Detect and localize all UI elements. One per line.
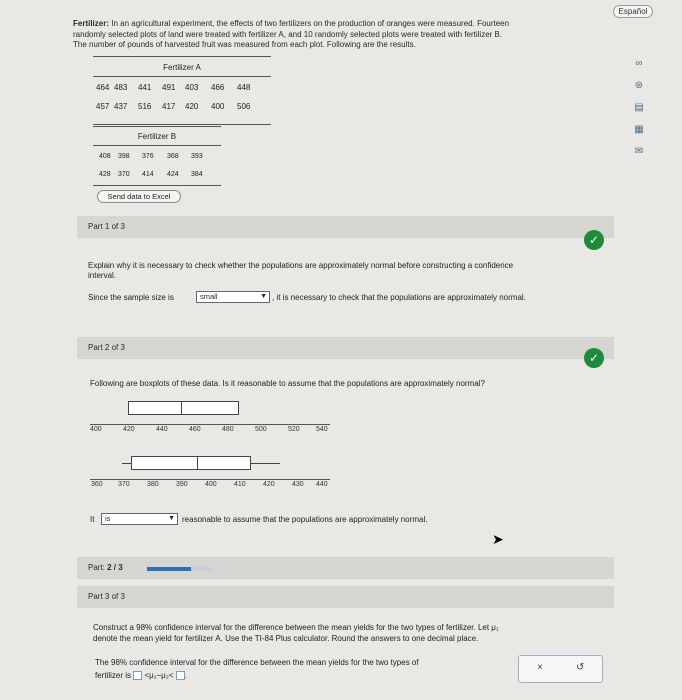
table-cell: 417 (162, 102, 176, 111)
part-2-header (77, 337, 614, 359)
tick-label: 420 (123, 426, 135, 433)
table-cell: 398 (118, 153, 130, 160)
table-fertilizer-b (93, 124, 221, 188)
table-cell: 400 (211, 102, 225, 111)
normality-value: is (105, 514, 111, 523)
part-3-question-line-1: Construct a 98% confidence interval for the difference between the mean yields for the two types of fertilizer. Let μ₁ (93, 623, 499, 632)
part-3-question-line-2: denote the mean yield for fertilizer A. Use the TI-84 Plus calculator. Round the answers to one decimal place. (93, 634, 479, 643)
table-cell: 428 (99, 171, 111, 178)
tick-label: 500 (255, 426, 267, 433)
dropdown-arrow-icon: ▼ (168, 515, 175, 522)
boxplot-a-box (128, 401, 239, 415)
part-1-label: Part 1 of 3 (88, 222, 125, 231)
part-3-answer-line-1: The 98% confidence interval for the difference between the mean yields for the two types of (95, 658, 419, 667)
tick-label: 440 (156, 426, 168, 433)
tick-label: 420 (263, 481, 275, 488)
tick-label: 360 (91, 481, 103, 488)
part-3-header (77, 586, 614, 608)
tick-label: 460 (189, 426, 201, 433)
tick-label: 440 (316, 481, 328, 488)
table-cell: 408 (99, 153, 111, 160)
side-toolbar (632, 58, 652, 168)
table-cell: 420 (185, 102, 199, 111)
tick-label: 370 (118, 481, 130, 488)
table-a-header: Fertilizer A (163, 63, 201, 72)
table-b-header: Fertilizer B (137, 132, 177, 141)
language-button[interactable]: Español (613, 5, 653, 18)
part-3-answer-mid: <μ₁−μ₂< (144, 671, 174, 680)
problem-line-1: In an agricultural experiment, the effects of two fertilizers on the production of oranges were measured. Fourteen (109, 19, 510, 28)
table-cell: 457 (96, 102, 110, 111)
table-cell: 376 (142, 153, 154, 160)
tick-label: 390 (176, 481, 188, 488)
part-1-question (88, 261, 613, 281)
table-cell: 506 (237, 102, 251, 111)
part-3-answer (95, 658, 515, 681)
part-1-post: , it is necessary to check that the populations are approximately normal. (272, 293, 526, 302)
problem-statement (73, 19, 618, 51)
part-3-question (93, 623, 613, 644)
problem-line-3: The number of pounds of harvested fruit was measured from each plot. Following are the results. (73, 40, 416, 49)
lower-bound-input[interactable] (133, 671, 142, 680)
grade-icon[interactable]: ▤ (634, 102, 644, 113)
part-2-question: Following are boxplots of these data. Is it reasonable to assume that the populations are approximately normal? (90, 379, 485, 388)
part-1-question-line-2: interval. (88, 271, 117, 280)
table-cell: 491 (162, 83, 176, 92)
undo-icon[interactable]: ↺ (576, 662, 585, 673)
table-a-row-1 (93, 83, 261, 92)
answer-tools (518, 655, 603, 683)
part-1-pre: Since the sample size is (88, 293, 174, 302)
mouse-cursor-icon: ➤ (492, 531, 504, 547)
boxplot-b-median (197, 456, 198, 470)
tick-label: 410 (234, 481, 246, 488)
table-cell: 384 (191, 171, 203, 178)
dropdown-arrow-icon: ▼ (260, 293, 267, 300)
part-1-header (77, 216, 614, 238)
table-cell: 368 (167, 153, 179, 160)
table-cell: 393 (191, 153, 203, 160)
table-cell: 466 (211, 83, 225, 92)
check-icon: ✓ (584, 230, 604, 250)
clear-icon[interactable]: × (537, 662, 543, 673)
table-cell: 370 (118, 171, 130, 178)
problem-label: Fertilizer: (73, 19, 110, 28)
calculator-icon[interactable]: ▦ (634, 124, 644, 135)
send-to-excel-button[interactable]: Send data to Excel (97, 190, 181, 203)
progress-label: Part: (88, 563, 108, 572)
part-2-post: reasonable to assume that the populations are approximately normal. (182, 515, 428, 524)
upper-bound-input[interactable] (176, 671, 185, 680)
boxplot-a-median (181, 401, 182, 415)
progress-fill (147, 567, 191, 571)
part-3-label: Part 3 of 3 (88, 592, 125, 601)
boxplot-b-box (131, 456, 251, 470)
part-1-question-line-1: Explain why it is necessary to check whether the populations are approximately normal before constructing a confidence (88, 261, 514, 270)
tick-label: 400 (205, 481, 217, 488)
boxplot-b-axis (90, 479, 330, 480)
table-cell: 483 (114, 83, 128, 92)
tick-label: 540 (316, 426, 328, 433)
part-2-label: Part 2 of 3 (88, 343, 125, 352)
table-a-row-2 (93, 102, 261, 111)
table-cell: 424 (167, 171, 179, 178)
tick-label: 520 (288, 426, 300, 433)
table-cell: 464 (96, 83, 110, 92)
boxplot-a-axis (90, 424, 330, 425)
table-cell: 441 (138, 83, 152, 92)
part-3-answer-end: . (184, 671, 187, 680)
progress-value: 2 / 3 (107, 563, 123, 572)
table-cell: 414 (142, 171, 154, 178)
infinity-icon[interactable]: ∞ (635, 58, 643, 69)
part-3-answer-pre: fertilizer is (95, 671, 132, 680)
tick-label: 380 (147, 481, 159, 488)
sample-size-select[interactable] (196, 291, 270, 303)
progress-track (147, 567, 213, 571)
part-2-pre: It (90, 515, 95, 524)
table-b-row-2 (93, 171, 213, 178)
table-cell: 437 (114, 102, 128, 111)
problem-line-2: randomly selected plots of land were treated with fertilizer A, and 10 randomly selected plots were treated with fertilizer B. (73, 29, 503, 39)
check-icon: ✓ (584, 348, 604, 368)
mail-icon[interactable]: ✉ (634, 146, 644, 157)
tick-label: 430 (292, 481, 304, 488)
table-cell: 403 (185, 83, 199, 92)
table-fertilizer-a (93, 54, 271, 128)
table-cell: 516 (138, 102, 152, 111)
normality-select[interactable] (101, 513, 178, 525)
sample-size-value: small (200, 292, 218, 301)
table-cell: 448 (237, 83, 251, 92)
tick-label: 400 (90, 426, 102, 433)
table-b-row-1 (93, 153, 213, 160)
settings-icon[interactable]: ⊛ (634, 80, 644, 91)
tick-label: 480 (222, 426, 234, 433)
